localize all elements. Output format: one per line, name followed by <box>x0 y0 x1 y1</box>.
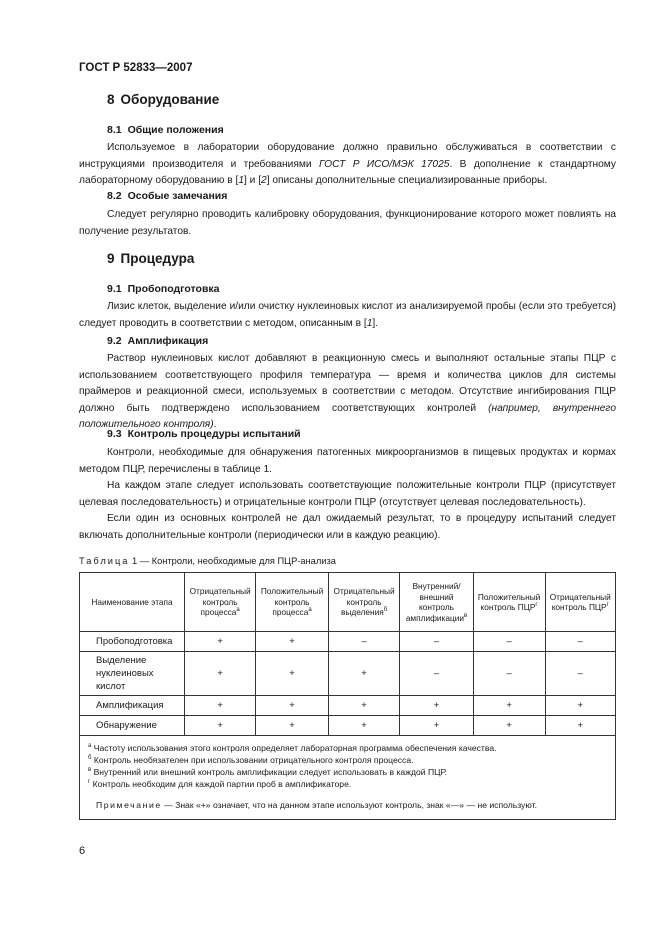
italic-text: (например, внутреннего положительного контроля) <box>79 402 617 430</box>
standard-reference: ГОСТ Р ИСО/МЭК 17025 <box>318 158 450 170</box>
text-run: ]. <box>372 317 379 329</box>
value-cell: + <box>185 696 256 716</box>
header-text: Отрицательный контроль процесса <box>189 586 251 618</box>
value-cell: – <box>400 652 473 696</box>
section-number: 9.3 <box>107 428 122 440</box>
table-caption-label: Таблица <box>79 556 130 566</box>
text-run: ] и [ <box>244 175 262 186</box>
value-cell: + <box>328 652 400 696</box>
header-text: Внутренний/ внешний контроль амплификации <box>405 581 465 623</box>
value-cell: + <box>256 652 329 696</box>
table-note <box>88 799 607 811</box>
section-number: 9.1 <box>107 283 122 295</box>
header-text: Отрицательный контроль ПЦР <box>549 591 611 612</box>
section-8-heading <box>107 92 219 107</box>
footnote-mark: а <box>236 607 240 614</box>
footnote-mark: б <box>383 607 388 614</box>
page-number: 6 <box>79 845 86 857</box>
header-cell <box>328 573 400 632</box>
text-run: . В дополнение к стандартному лабораторному оборудованию в [ <box>79 158 616 186</box>
table-row <box>80 696 616 716</box>
footnote <box>88 778 607 790</box>
section-8-2-paragraph: Следует регулярно проводить калибровку оборудования, функционирование которого может повлиять на получение результатов. <box>79 209 616 237</box>
header-cell <box>185 573 256 632</box>
header-cell <box>400 573 473 632</box>
value-cell: + <box>473 716 545 736</box>
value-cell: – <box>473 652 545 696</box>
footnote-mark: а <box>88 743 92 750</box>
section-number: 8.1 <box>107 124 122 136</box>
document-code: ГОСТ Р 52833—2007 <box>79 62 193 74</box>
section-8-1-paragraph <box>79 140 616 190</box>
bibliography-ref: 2 <box>261 175 267 186</box>
footnote-mark: г <box>88 779 91 786</box>
header-text: Положительный контроль ПЦР <box>477 591 541 612</box>
section-number: 9.2 <box>107 335 122 347</box>
text-run: . <box>213 419 217 430</box>
section-9-3-heading <box>107 428 301 440</box>
stage-cell: Амплификация <box>80 696 185 716</box>
section-9-heading <box>107 251 194 266</box>
table-caption <box>79 556 336 566</box>
header-cell <box>545 573 616 632</box>
section-9-3-paragraph-2: На каждом этапе следует использовать соответствующие положительные контроли ПЦР (присутствует целевая последовательность) и отрицательные контроли ПЦР (отсутствует целевая последовательность). <box>79 480 616 508</box>
section-9-3-paragraph-3: Если один из основных контролей не дал ожидаемый результат, то в процедуру испытаний следует включать дополнительные контроли (периодически или в каждую реакцию). <box>79 513 616 541</box>
section-title: Процедура <box>120 251 195 266</box>
value-cell: + <box>400 716 473 736</box>
value-cell: + <box>185 716 256 736</box>
note-text: — Знак «+» означает, что на данном этапе используют контроль, знак «—» — не используют. <box>164 800 537 810</box>
value-cell: + <box>328 716 400 736</box>
section-title: Общие положения <box>127 124 224 136</box>
footnote-mark: г <box>606 602 609 609</box>
value-cell: + <box>256 716 329 736</box>
value-cell: + <box>185 652 256 696</box>
header-cell <box>80 573 185 632</box>
section-number: 9 <box>107 251 115 266</box>
section-9-1-paragraph <box>79 299 616 332</box>
footnote-mark: в <box>88 767 92 774</box>
section-number: 8 <box>107 92 115 107</box>
table-row <box>80 632 616 652</box>
value-cell: + <box>256 696 329 716</box>
text-run: Раствор нуклеиновых кислот добавляют в реакционную смесь и выполняют остальные этапы ПЦР с использованием соответствующего профиля температура — время и количества циклов для системы праймеров и реакционной смеси, используемых в соответствии с методом. Отсутствие ингибирования ПЦР должно быть подтверждено использованием соответствующих контролей <box>79 353 616 414</box>
controls-table <box>79 572 616 820</box>
header-cell <box>256 573 329 632</box>
value-cell: + <box>545 696 616 716</box>
value-cell: – <box>328 632 400 652</box>
value-cell: + <box>256 632 329 652</box>
section-title: Пробоподготовка <box>127 283 220 295</box>
note-label: Примечание <box>96 800 162 810</box>
section-9-3-paragraph-1: Контроли, необходимые для обнаружения патогенных микроорганизмов в пищевых продуктах и кормах методом ПЦР, перечислены в таблице 1. <box>79 447 616 475</box>
footnote <box>88 766 607 778</box>
section-title: Контроль процедуры испытаний <box>127 428 301 440</box>
stage-cell: Пробоподготовка <box>80 632 185 652</box>
text-run: Лизис клеток, выделение и/или очистку нуклеиновых кислот из анализируемой пробы (если это требуется) следует проводить в соответствии с методом, описанным в [ <box>79 301 616 329</box>
value-cell: – <box>473 632 545 652</box>
table-footnotes <box>80 736 616 820</box>
footnote <box>88 742 607 754</box>
section-9-2-paragraph <box>79 351 616 434</box>
footnote-text: Частоту использования этого контроля определяет лабораторная программа обеспечения качества. <box>93 743 497 753</box>
footnote-mark: г <box>535 602 538 609</box>
section-8-1-heading <box>107 124 224 136</box>
table-row <box>80 716 616 736</box>
stage-cell: Обнаружение <box>80 716 185 736</box>
footnote-mark: в <box>464 612 468 619</box>
footnote-mark: а <box>308 607 312 614</box>
table-header-row <box>80 573 616 632</box>
bibliography-ref: 1 <box>238 175 245 186</box>
section-title: Особые замечания <box>127 190 228 202</box>
section-number: 8.2 <box>107 190 122 202</box>
value-cell: + <box>400 696 473 716</box>
text-run: Используемое в лаборатории оборудование должно правильно обслуживаться в соответствии с инструкциями производителя и требованиями <box>79 142 616 170</box>
header-text: Отрицательный контроль выделения <box>333 586 395 618</box>
footnote-mark: б <box>88 755 92 762</box>
text-run: ] описаны дополнительные специализированные приборы. <box>266 175 548 186</box>
table-caption-number: 1 <box>132 556 138 566</box>
table-footnotes-row <box>80 736 616 820</box>
footnote-text: Контроль необязателен при использовании отрицательного контроля процесса. <box>93 755 414 765</box>
table-row <box>80 652 616 696</box>
header-text: Положительный контроль процесса <box>260 586 324 618</box>
footnote-text: Контроль необходим для каждой партии проб в амплификаторе. <box>92 779 352 789</box>
value-cell: – <box>545 632 616 652</box>
section-title: Оборудование <box>120 92 220 107</box>
header-cell <box>473 573 545 632</box>
value-cell: – <box>400 632 473 652</box>
section-9-1-heading <box>107 283 220 295</box>
header-text: Наименование этапа <box>91 596 173 607</box>
bibliography-ref: 1 <box>366 317 373 329</box>
value-cell: + <box>473 696 545 716</box>
stage-cell: Выделение нуклеиновых кислот <box>80 652 185 696</box>
footnote-text: Внутренний или внешний контроль амплификации следует использовать в каждой ПЦР. <box>93 767 447 777</box>
value-cell: + <box>185 632 256 652</box>
section-8-2-heading <box>107 190 227 202</box>
value-cell: – <box>545 652 616 696</box>
section-title: Амплификация <box>127 335 209 347</box>
value-cell: + <box>328 696 400 716</box>
section-9-2-heading <box>107 335 208 347</box>
footnote <box>88 754 607 766</box>
table-caption-text: — Контроли, необходимые для ПЦР-анализа <box>139 556 336 566</box>
value-cell: + <box>545 716 616 736</box>
